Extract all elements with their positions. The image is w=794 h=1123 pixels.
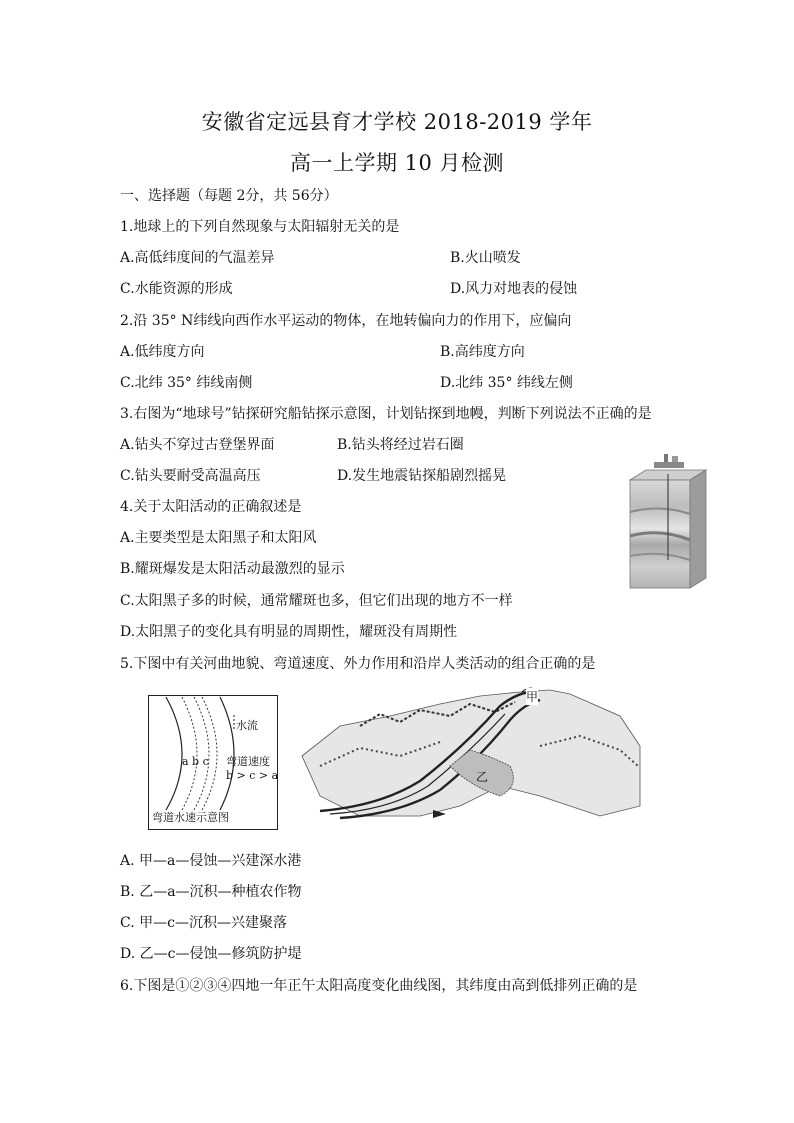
question-option: D.北纬 35° 纬线左侧 [440,375,573,391]
question-option: D.发生地震钻探船剧烈摇晃 [337,468,507,484]
meander-landscape [300,686,642,826]
question-option: A.钻头不穿过古登堡界面 [120,437,275,453]
question-stem: 4.关于太阳活动的正确叙述是 [120,499,302,515]
speed-order: b > c > a [226,769,279,782]
question-option: A.低纬度方向 [120,344,205,360]
question-option: B.火山喷发 [450,250,521,266]
question-option: C.北纬 35° 纬线南侧 [120,375,253,391]
page-subtitle: 高一上学期 10 月检测 [289,151,505,175]
speed-label: 弯道速度 [226,755,270,768]
question-option: B.高纬度方向 [440,344,525,360]
question-option: B. 乙—a—沉积—种植农作物 [120,884,302,900]
bend-speed-diagram [148,695,278,830]
ship-icon [654,454,684,468]
page-title: 安徽省定远县育才学校 2018-2019 学年 [201,110,593,134]
section-heading: 一、选择题（每题 2分，共 56分） [120,188,338,204]
question-stem: 6.下图是①②③④四地一年正午太阳高度变化曲线图，其纬度由高到低排列正确的是 [120,978,638,994]
point-letters: a b c [182,755,209,768]
label-jia: 甲 [526,690,539,704]
question-stem: 1.地球上的下列自然现象与太阳辐射无关的是 [120,219,400,235]
water-flow-label: 水流 [236,719,258,732]
question-option: D. 乙—c—侵蚀—修筑防护堤 [120,946,302,962]
question-option: B.钻头将经过岩石圈 [337,437,464,453]
question-option: C.太阳黑子多的时候，通常耀斑也多，但它们出现的地方不一样 [120,593,513,609]
question-option: D.太阳黑子的变化具有明显的周期性，耀斑没有周期性 [120,624,458,640]
question-option: A. 甲—a—侵蚀—兴建深水港 [120,853,302,869]
question-stem: 3.右图为“地球号”钻探研究船钻探示意图，计划钻探到地幔，判断下列说法不正确的是 [120,406,652,422]
question-option: A.主要类型是太阳黑子和太阳风 [120,530,317,546]
question-option: D.风力对地表的侵蚀 [450,281,578,297]
question-option: B.耀斑爆发是太阳活动最激烈的显示 [120,561,345,577]
question-option: A.高低纬度间的气温差异 [120,250,275,266]
question-stem: 5.下图中有关河曲地貌、弯道速度、外力作用和沿岸人类活动的组合正确的是 [120,656,596,672]
diagram-caption: 弯道水速示意图 [152,811,229,824]
question-option: C. 甲—c—沉积—兴建聚落 [120,915,287,931]
question-stem: 2.沿 35° N纬线向西作水平运动的物体，在地转偏向力的作用下，应偏向 [120,313,572,329]
question-option: C.钻头要耐受高温高压 [120,468,261,484]
river-meander-figure [300,686,642,826]
question-option: C.水能资源的形成 [120,281,233,297]
drill-ship-figure [620,452,712,590]
label-yi: 乙 [476,770,489,784]
